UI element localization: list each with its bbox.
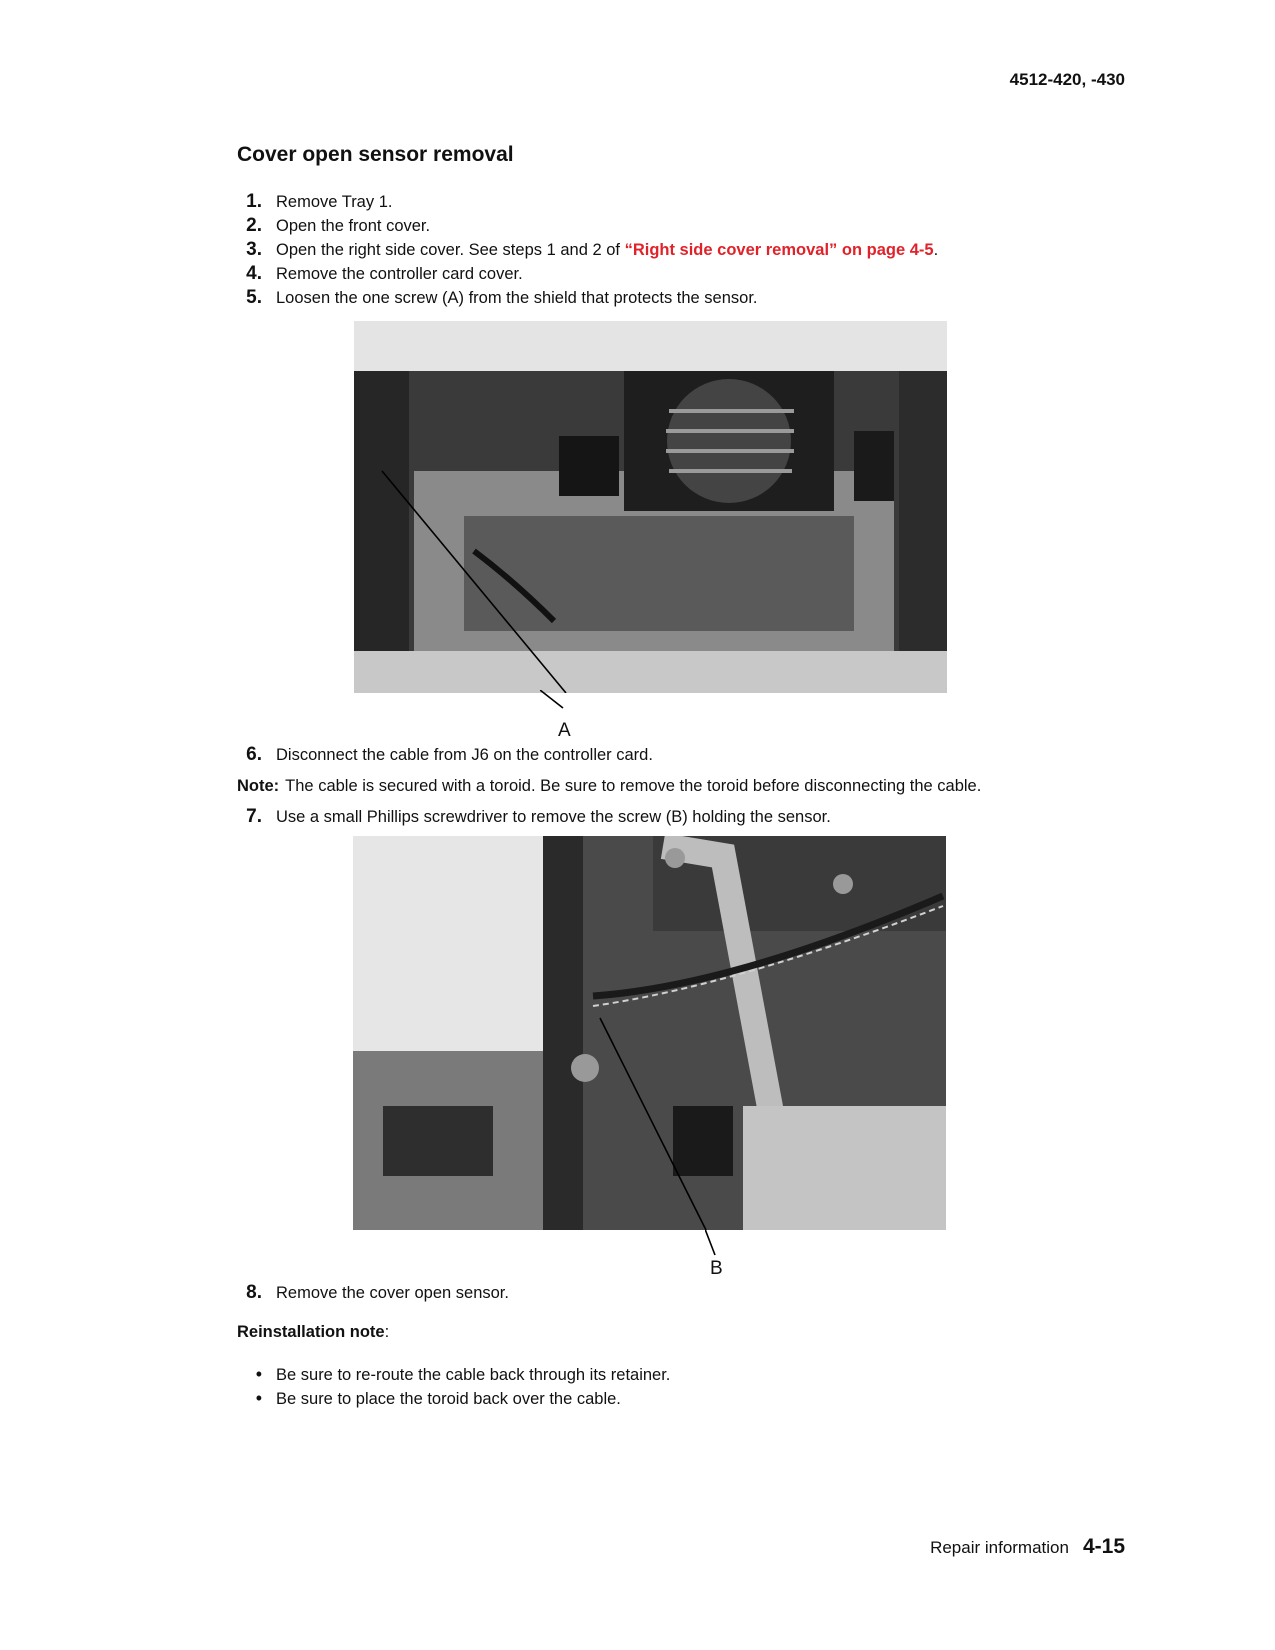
- note-text: The cable is secured with a toroid. Be sure to remove the toroid before disconnecting the cable.: [285, 777, 982, 795]
- callout-a: A: [558, 720, 571, 741]
- controller-card-illustration: [354, 321, 947, 693]
- step-text: Open the front cover.: [276, 217, 431, 235]
- step-text: Use a small Phillips screwdriver to remove the screw (B) holding the sensor.: [276, 808, 831, 826]
- page-footer: [930, 1535, 1125, 1559]
- reinstallation-label: Reinstallation note: [237, 1323, 385, 1341]
- bullet-icon: •: [255, 1364, 262, 1384]
- step-number: 4.: [246, 263, 262, 284]
- section-title: Cover open sensor removal: [237, 143, 514, 166]
- controller-card-photo: [354, 321, 947, 693]
- reinstall-bullet-1: [237, 1364, 670, 1385]
- note: [237, 777, 981, 796]
- step-2: [237, 215, 430, 237]
- step-text: Disconnect the cable from J6 on the controller card.: [276, 746, 653, 764]
- step-number: 2.: [246, 215, 262, 236]
- reinstall-bullet-2: [237, 1388, 621, 1409]
- step-text: Remove the cover open sensor.: [276, 1284, 509, 1302]
- note-label: Note:: [237, 777, 280, 795]
- bullet-text: Be sure to re-route the cable back through its retainer.: [276, 1366, 671, 1384]
- step-number: 7.: [246, 806, 262, 827]
- callout-a-leader: [540, 690, 570, 710]
- step-text-end: .: [933, 241, 939, 259]
- step-5: [237, 287, 758, 309]
- reinstallation-note-heading: [237, 1323, 389, 1342]
- callout-b: B: [710, 1258, 723, 1279]
- step-1: [237, 191, 392, 213]
- step-4: [237, 263, 523, 285]
- bullet-icon: •: [255, 1388, 262, 1408]
- step-8: [237, 1282, 509, 1304]
- sensor-photo: [353, 836, 946, 1230]
- step-3: [237, 239, 938, 261]
- sensor-illustration: [353, 836, 946, 1230]
- step-number: 5.: [246, 287, 262, 308]
- document-code: 4512-420, -430: [1009, 70, 1125, 89]
- step-number: 8.: [246, 1282, 262, 1303]
- callout-b-leader: [705, 1229, 719, 1259]
- right-side-cover-link[interactable]: “Right side cover removal” on page 4-5: [624, 241, 934, 259]
- step-text: Open the right side cover. See steps 1 and 2 of: [276, 241, 625, 259]
- footer-section: Repair information: [930, 1538, 1069, 1557]
- step-number: 3.: [246, 239, 262, 260]
- step-number: 1.: [246, 191, 262, 212]
- reinstallation-colon: :: [384, 1323, 390, 1341]
- bullet-text: Be sure to place the toroid back over the cable.: [276, 1390, 621, 1408]
- step-text: Remove the controller card cover.: [276, 265, 523, 283]
- step-text: Remove Tray 1.: [276, 193, 393, 211]
- step-7: [237, 806, 831, 828]
- step-6: [237, 744, 653, 766]
- step-text: Loosen the one screw (A) from the shield that protects the sensor.: [276, 289, 758, 307]
- page-number: 4-15: [1082, 1535, 1125, 1558]
- step-number: 6.: [246, 744, 262, 765]
